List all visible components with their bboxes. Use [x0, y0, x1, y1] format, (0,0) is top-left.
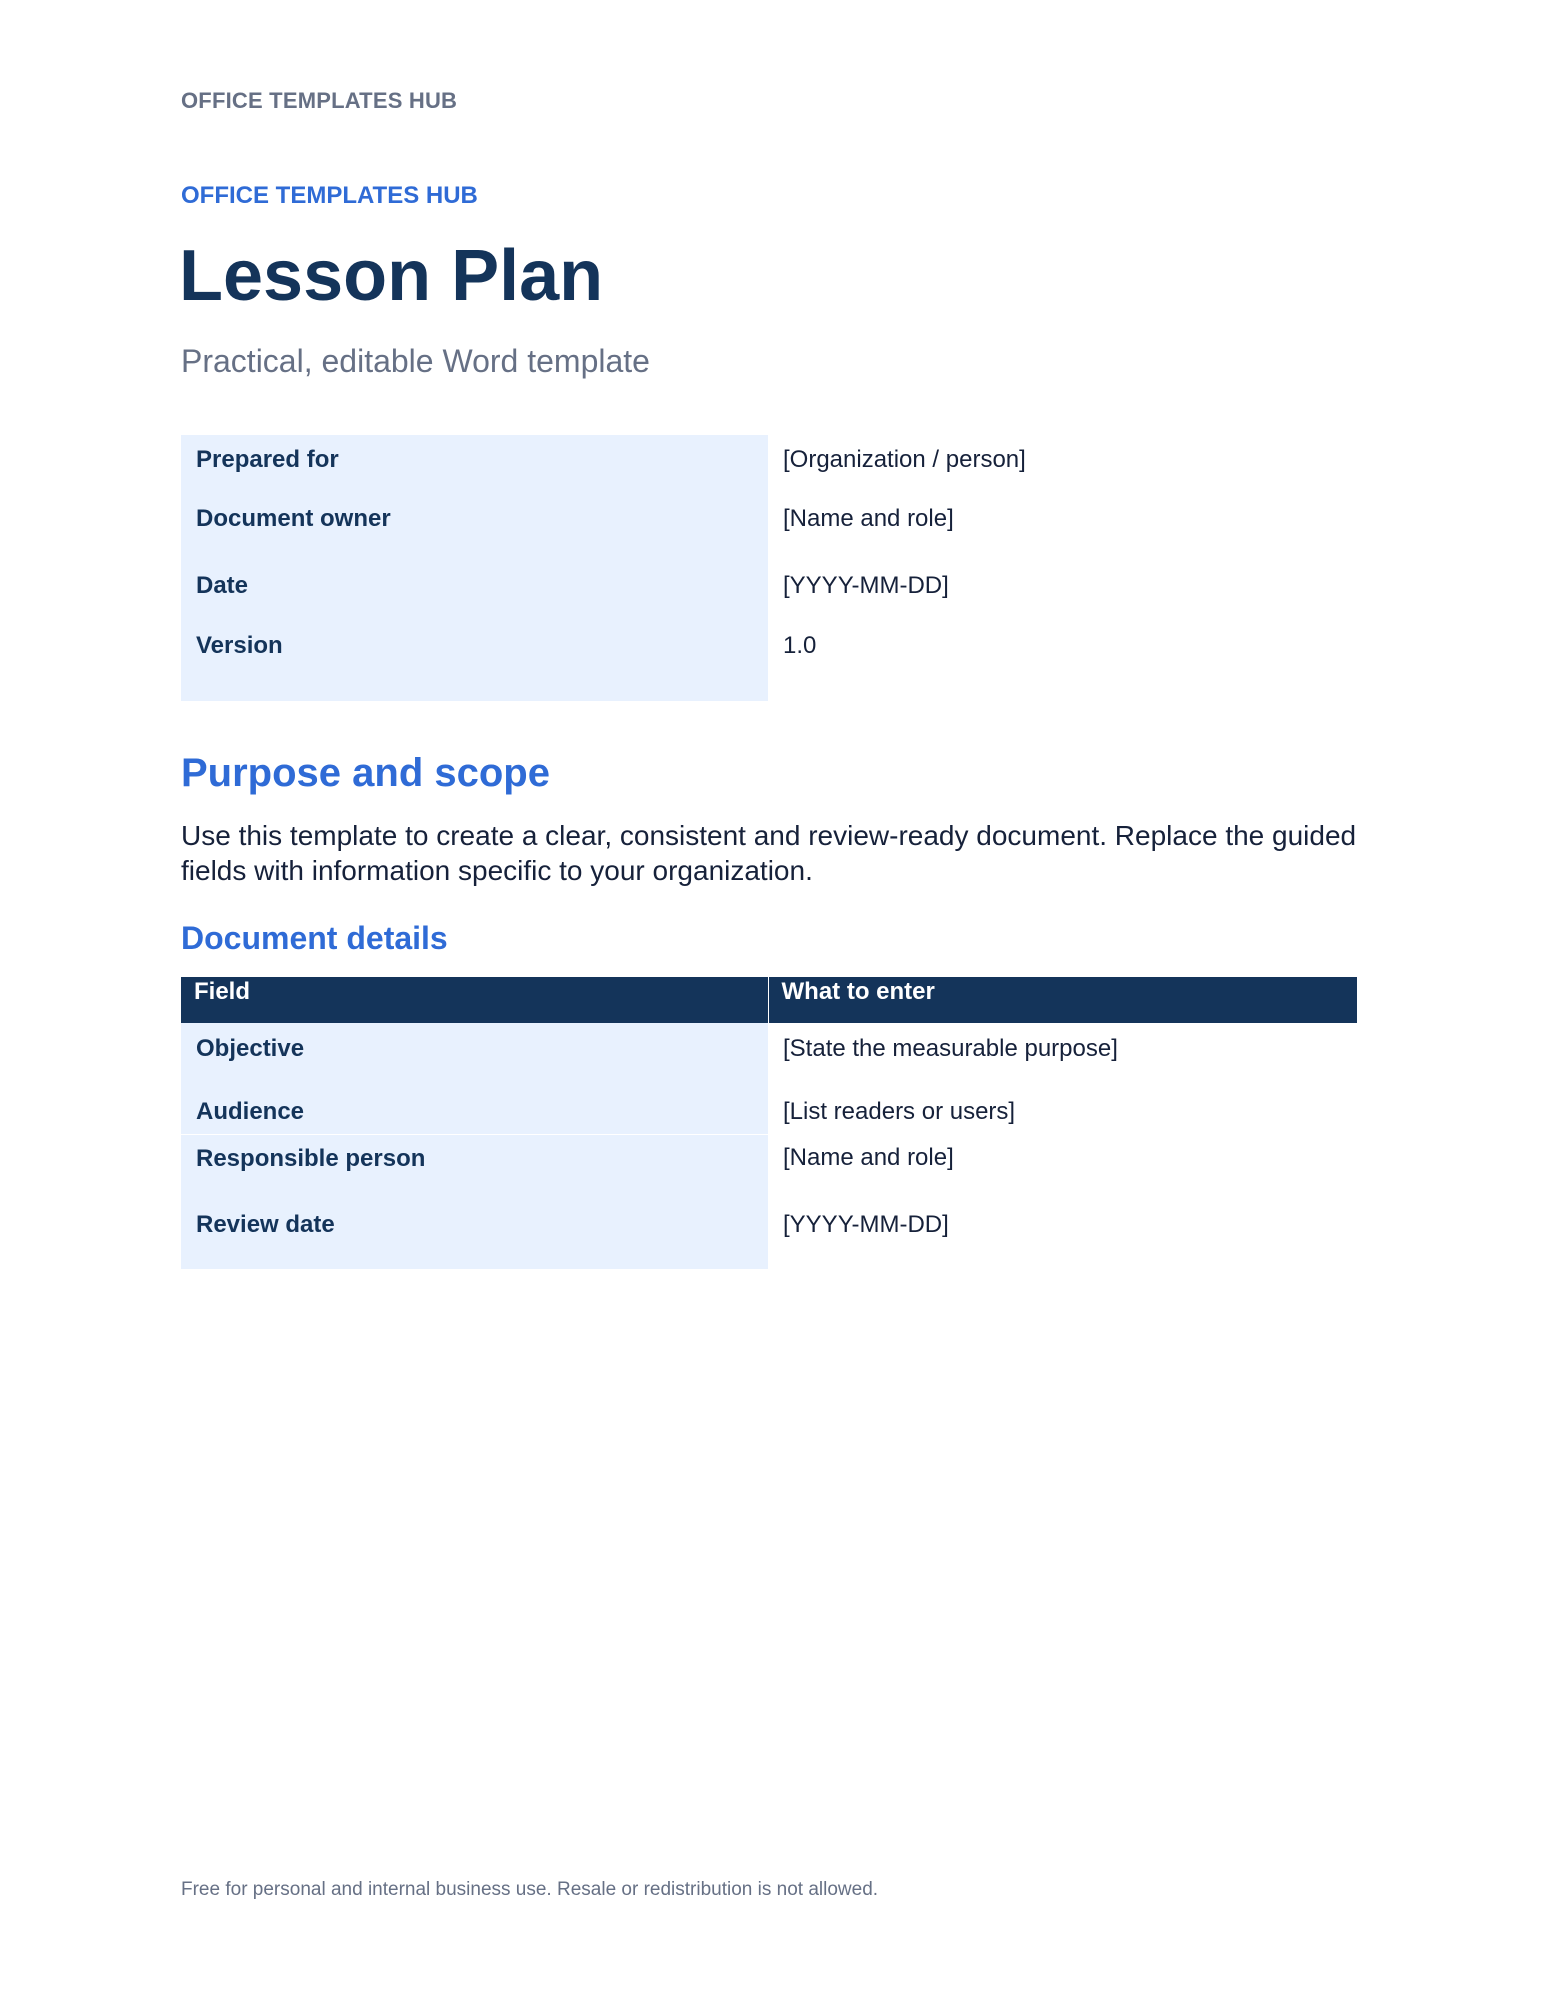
metadata-value[interactable]: [Name and role]: [783, 504, 954, 532]
metadata-label: Document owner: [181, 485, 768, 552]
table-row: [181, 1134, 1357, 1201]
field-label: Audience: [181, 1086, 768, 1134]
cover-kicker: OFFICE TEMPLATES HUB: [181, 182, 478, 209]
metadata-row: [181, 552, 1357, 619]
header-brand: OFFICE TEMPLATES HUB: [181, 88, 458, 113]
field-label: Objective: [181, 1023, 768, 1086]
details-table: [181, 977, 1357, 1269]
field-value[interactable]: [State the measurable purpose]: [783, 1035, 1118, 1062]
metadata-label: Prepared for: [181, 435, 768, 485]
metadata-value[interactable]: 1.0: [783, 632, 817, 659]
table-row: [181, 1086, 1357, 1134]
metadata-label: Date: [181, 552, 768, 619]
table-row: [181, 1201, 1357, 1269]
metadata-value[interactable]: [Organization / person]: [783, 446, 1026, 473]
footer-license-note: Free for personal and internal business use. Resale or redistribution is not allowed.: [181, 1879, 879, 1900]
metadata-row: [181, 619, 1357, 701]
metadata-row: [181, 435, 1357, 485]
field-value[interactable]: [Name and role]: [783, 1144, 954, 1171]
column-header-field: Field: [181, 977, 768, 1023]
field-label: Responsible person: [181, 1134, 768, 1201]
field-label: Review date: [181, 1201, 768, 1269]
document-subtitle: Practical, editable Word template: [181, 343, 650, 379]
purpose-text: Use this template to create a clear, consistent and review-ready document. Replace the guided fields with information specific to your organization.: [181, 820, 1357, 886]
metadata-table: [181, 435, 1357, 701]
table-row: [181, 1023, 1357, 1086]
metadata-row: [181, 485, 1357, 552]
column-header-what-to-enter: What to enter: [768, 977, 1357, 1023]
field-value[interactable]: [YYYY-MM-DD]: [783, 1211, 949, 1238]
field-value[interactable]: [List readers or users]: [783, 1098, 1016, 1125]
purpose-heading: Purpose and scope: [181, 751, 550, 795]
details-header-row: [181, 977, 1357, 1023]
metadata-label: Version: [181, 619, 768, 701]
metadata-value[interactable]: [YYYY-MM-DD]: [783, 571, 949, 599]
document-title: Lesson Plan: [179, 236, 604, 316]
details-heading: Document details: [181, 920, 448, 956]
